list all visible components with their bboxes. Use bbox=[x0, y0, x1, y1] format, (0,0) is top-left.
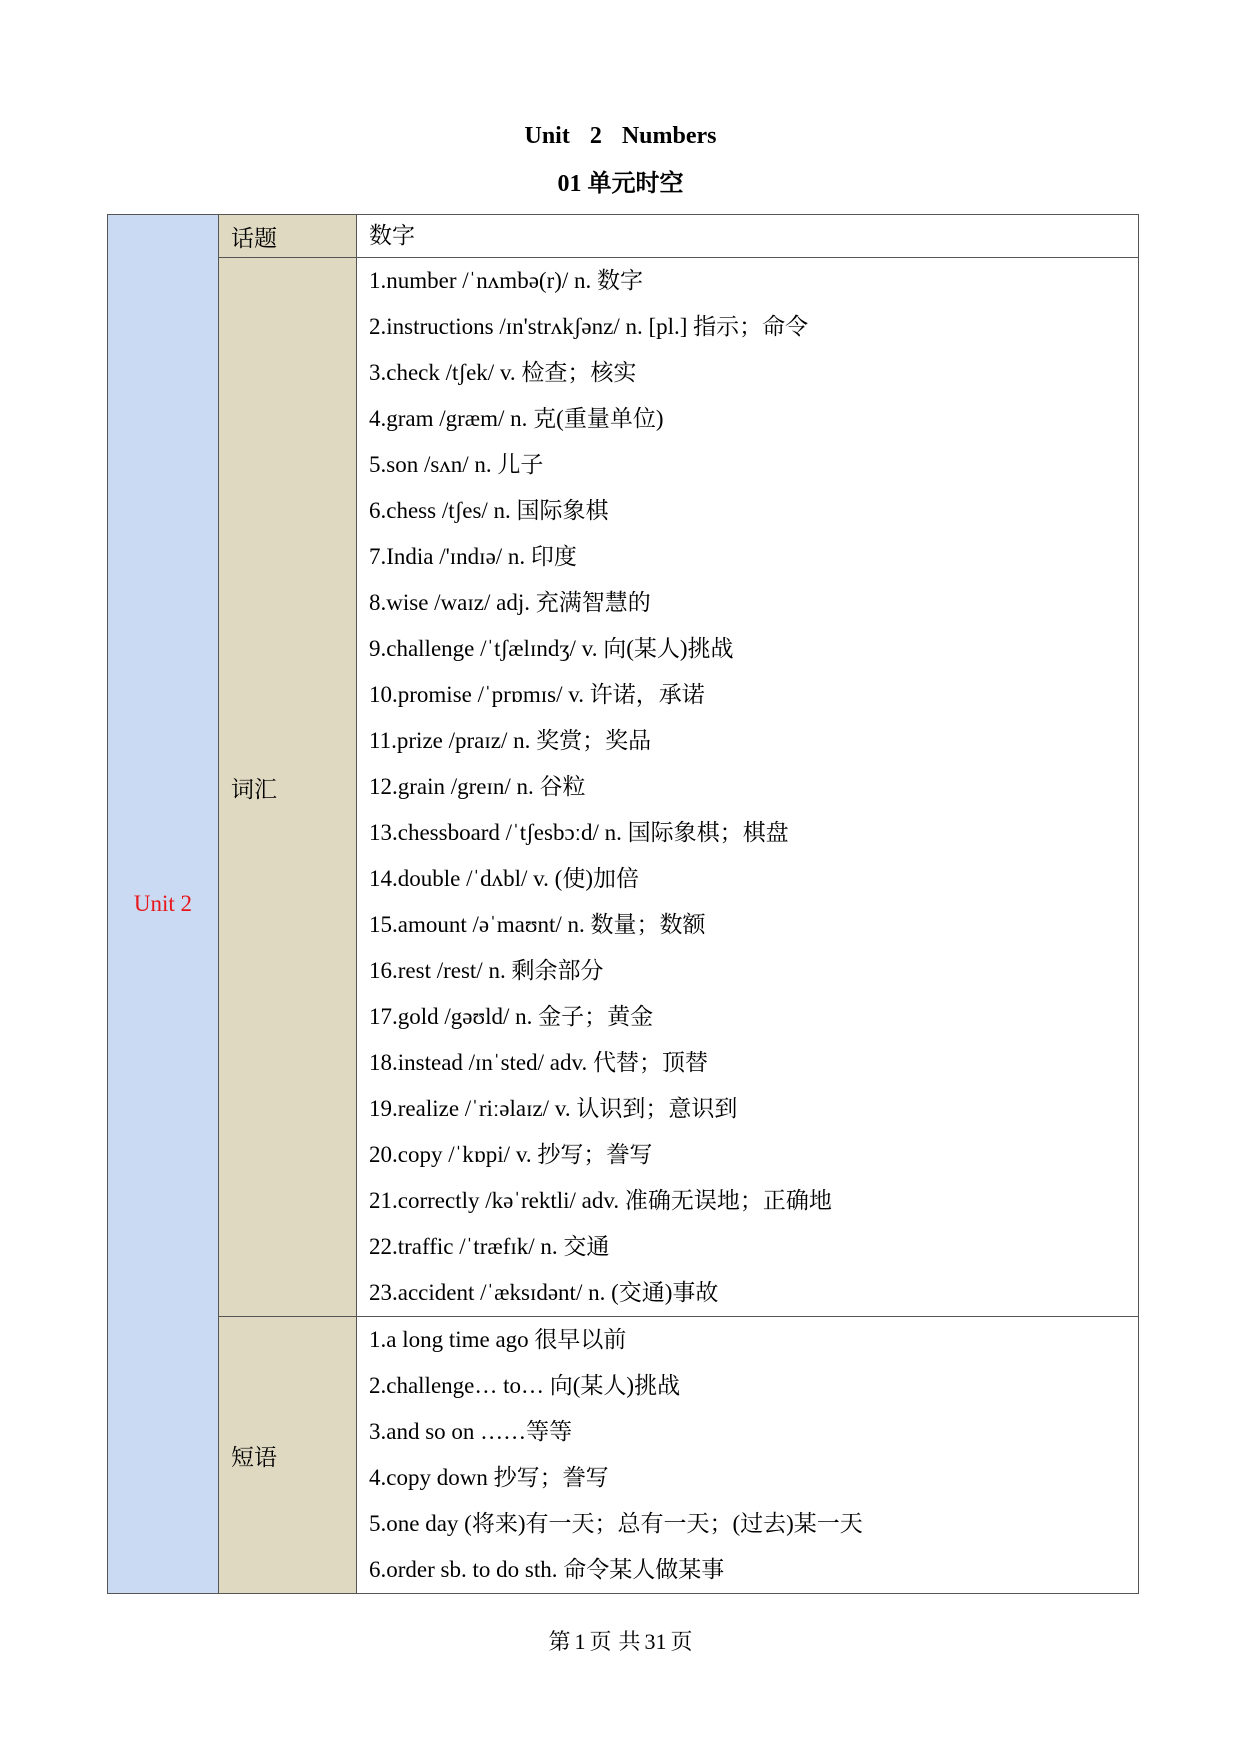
list-item: 20.copy /ˈkɒpi/ v. 抄写；誊写 bbox=[369, 1142, 653, 1167]
list-item: 10.promise /ˈprɒmɪs/ v. 许诺，承诺 bbox=[369, 682, 705, 707]
list-item: 21.correctly /kəˈrektli/ adv. 准确无误地；正确地 bbox=[369, 1188, 832, 1213]
list-item: 9.challenge /ˈtʃælɪndʒ/ v. 向(某人)挑战 bbox=[369, 636, 734, 661]
list-item: 8.wise /waɪz/ adj. 充满智慧的 bbox=[369, 590, 651, 615]
list-item: 6.order sb. to do sth. 命令某人做某事 bbox=[369, 1557, 725, 1582]
list-item: 15.amount /əˈmaʊnt/ n. 数量；数额 bbox=[369, 912, 706, 937]
list-item: 23.accident /ˈæksɪdənt/ n. (交通)事故 bbox=[369, 1280, 719, 1305]
vocabulary-label: 词汇 bbox=[219, 258, 357, 1317]
vocabulary-row bbox=[108, 258, 1139, 1317]
list-item: 3.check /tʃek/ v. 检查；核实 bbox=[369, 360, 637, 385]
list-item: 14.double /ˈdʌbl/ v. (使)加倍 bbox=[369, 866, 640, 891]
list-item: 1.a long time ago 很早以前 bbox=[369, 1327, 627, 1352]
list-item: 4.gram /græm/ n. 克(重量单位) bbox=[369, 406, 664, 431]
list-item: 22.traffic /ˈtræfɪk/ n. 交通 bbox=[369, 1234, 610, 1259]
topic-text: 数字 bbox=[369, 223, 415, 249]
list-item: 17.gold /gəʊld/ n. 金子；黄金 bbox=[369, 1004, 654, 1029]
list-item: 2.challenge… to… 向(某人)挑战 bbox=[369, 1373, 681, 1398]
list-item: 11.prize /praɪz/ n. 奖赏；奖品 bbox=[369, 728, 652, 753]
list-item: 12.grain /greɪn/ n. 谷粒 bbox=[369, 774, 586, 799]
footer-prefix: 第 bbox=[548, 1630, 571, 1655]
vocabulary-list bbox=[357, 258, 1139, 1317]
unit-label: Unit 2 bbox=[108, 215, 219, 1594]
page-footer bbox=[0, 1625, 1241, 1656]
list-item: 5.son /sʌn/ n. 儿子 bbox=[369, 452, 544, 477]
topic-label: 话题 bbox=[219, 215, 357, 258]
list-item: 1.number /ˈnʌmbə(r)/ n. 数字 bbox=[369, 268, 644, 293]
footer-suffix: 页 bbox=[670, 1630, 693, 1655]
list-item: 4.copy down 抄写；誊写 bbox=[369, 1465, 609, 1490]
list-item: 18.instead /ɪnˈsted/ adv. 代替；顶替 bbox=[369, 1050, 708, 1075]
list-item: 3.and so on ……等等 bbox=[369, 1419, 573, 1444]
phrases-row bbox=[108, 1317, 1139, 1594]
list-item: 2.instructions /ɪn'strʌkʃənz/ n. [pl.] 指示；命令 bbox=[369, 314, 809, 339]
list-item: 16.rest /rest/ n. 剩余部分 bbox=[369, 958, 604, 983]
list-item: 7.India /'ɪndɪə/ n. 印度 bbox=[369, 544, 577, 569]
phrases-label: 短语 bbox=[219, 1317, 357, 1594]
list-item: 13.chessboard /ˈtʃesbɔːd/ n. 国际象棋；棋盘 bbox=[369, 820, 789, 845]
current-page-number: 1 bbox=[574, 1629, 586, 1654]
list-item: 5.one day (将来)有一天；总有一天；(过去)某一天 bbox=[369, 1511, 863, 1536]
topic-value bbox=[357, 215, 1139, 258]
phrases-list bbox=[357, 1317, 1139, 1594]
list-item: 19.realize /ˈriːəlaɪz/ v. 认识到；意识到 bbox=[369, 1096, 738, 1121]
footer-middle: 页 共 bbox=[589, 1630, 641, 1655]
unit-table bbox=[107, 214, 1139, 1594]
page-title: Unit 2 Numbers bbox=[524, 123, 717, 149]
section-title: 01 单元时空 bbox=[557, 171, 684, 197]
list-item: 6.chess /tʃes/ n. 国际象棋 bbox=[369, 498, 609, 523]
total-pages-number: 31 bbox=[644, 1629, 667, 1654]
topic-row bbox=[108, 215, 1139, 258]
